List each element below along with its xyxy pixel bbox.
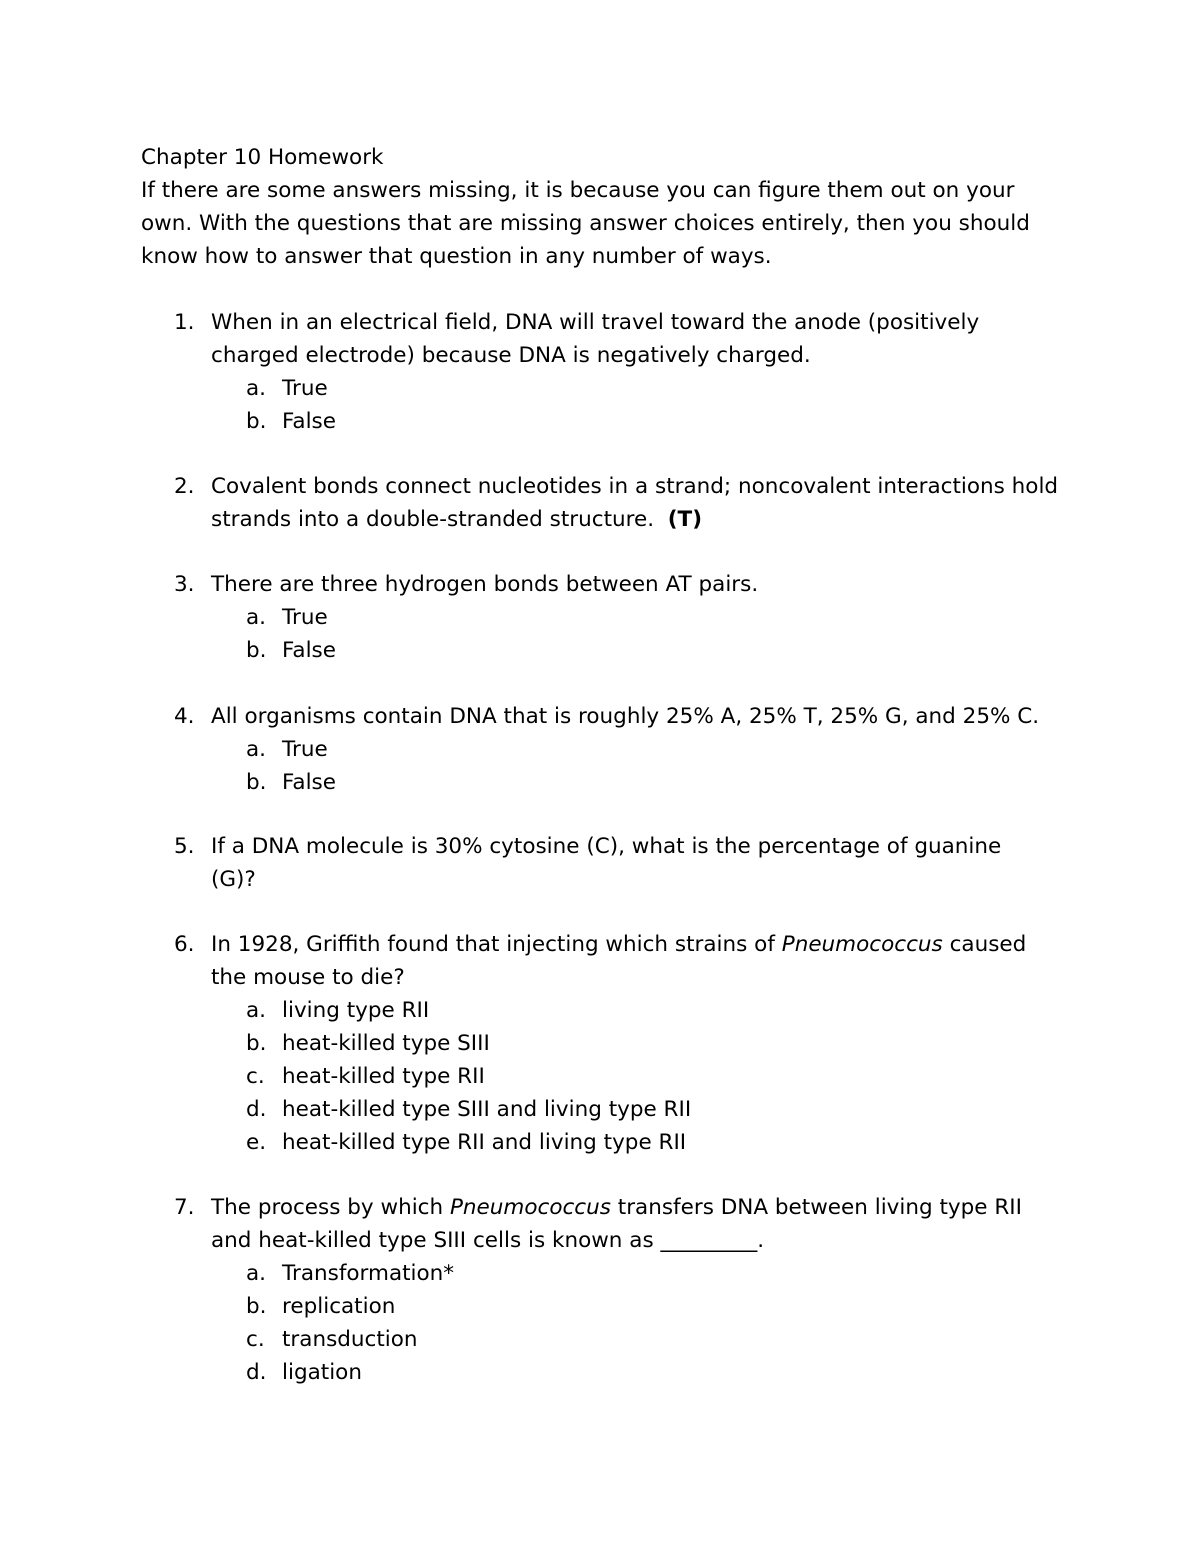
option-text: heat-killed type RII and living type RII xyxy=(282,1130,687,1155)
option-text: False xyxy=(282,638,336,663)
question-line-text: The process by which xyxy=(211,1195,450,1220)
option-letter: e. xyxy=(246,1130,267,1155)
option-letter: a. xyxy=(246,376,267,401)
option-text: transduction xyxy=(282,1327,418,1352)
option-text: True xyxy=(282,376,328,401)
option-letter: b. xyxy=(246,409,267,434)
intro-line: If there are some answers missing, it is because you can figure them out on your xyxy=(141,178,1015,203)
option-letter: a. xyxy=(246,605,267,630)
question-line-text: strands into a double-stranded structure. xyxy=(211,507,655,532)
question-line: and heat-killed type SIII cells is known as _________. xyxy=(211,1228,765,1253)
option-text: heat-killed type SIII xyxy=(282,1031,490,1056)
question-line-text: caused xyxy=(942,932,1027,957)
question-number: 4. xyxy=(174,704,195,729)
question-line xyxy=(211,1191,1022,1224)
option-text: heat-killed type RII xyxy=(282,1064,485,1089)
species-name: Pneumococcus xyxy=(781,932,943,957)
option-letter: b. xyxy=(246,1294,267,1319)
option-text: replication xyxy=(282,1294,396,1319)
question-text xyxy=(211,830,1001,896)
question-line xyxy=(211,928,1026,961)
option-text: Transformation* xyxy=(282,1261,455,1286)
question-text xyxy=(211,306,979,372)
question-line: If a DNA molecule is 30% cytosine (C), what is the percentage of guanine xyxy=(211,834,1002,859)
species-name: Pneumococcus xyxy=(449,1195,611,1220)
option-text: True xyxy=(282,605,328,630)
page-title: Chapter 10 Homework xyxy=(141,145,384,170)
option-text: True xyxy=(282,737,328,762)
question-line-text: In 1928, Griffith found that injecting which strains of xyxy=(211,932,782,957)
question-line: There are three hydrogen bonds between AT pairs. xyxy=(211,572,759,597)
question-line: When in an electrical field, DNA will travel toward the anode (positively xyxy=(211,310,980,335)
option-letter: a. xyxy=(246,998,267,1023)
option-letter: b. xyxy=(246,1031,267,1056)
option-text: living type RII xyxy=(282,998,430,1023)
question-number: 7. xyxy=(174,1195,195,1220)
option-text: False xyxy=(282,770,336,795)
question-number: 5. xyxy=(174,834,195,859)
option-letter: b. xyxy=(246,638,267,663)
question-number: 6. xyxy=(174,932,195,957)
option-letter: a. xyxy=(246,737,267,762)
intro-line: own. With the questions that are missing answer choices entirely, then you should xyxy=(141,211,1030,236)
question-number: 3. xyxy=(174,572,195,597)
option-text: False xyxy=(282,409,336,434)
option-letter: d. xyxy=(246,1360,267,1385)
option-letter: b. xyxy=(246,770,267,795)
question-line: (G)? xyxy=(211,867,256,892)
question-line: the mouse to die? xyxy=(211,965,405,990)
option-letter: c. xyxy=(246,1064,265,1089)
question-line: All organisms contain DNA that is roughly 25% A, 25% T, 25% G, and 25% C. xyxy=(211,704,1040,729)
option-letter: d. xyxy=(246,1097,267,1122)
question-text xyxy=(211,928,1026,994)
option-letter: c. xyxy=(246,1327,265,1352)
answer-marker: (T) xyxy=(667,507,703,532)
question-text xyxy=(211,568,758,601)
question-line: Covalent bonds connect nucleotides in a strand; noncovalent interactions hold xyxy=(211,474,1059,499)
question-text xyxy=(211,700,1039,733)
question-line xyxy=(211,503,1058,536)
question-number: 1. xyxy=(174,310,195,335)
question-line: charged electrode) because DNA is negatively charged. xyxy=(211,343,811,368)
option-letter: a. xyxy=(246,1261,267,1286)
question-line-text: transfers DNA between living type RII xyxy=(610,1195,1022,1220)
intro-paragraph xyxy=(141,174,1030,273)
question-number: 2. xyxy=(174,474,195,499)
intro-line: know how to answer that question in any number of ways. xyxy=(141,244,772,269)
option-text: ligation xyxy=(282,1360,362,1385)
question-text xyxy=(211,1191,1022,1257)
question-text xyxy=(211,470,1058,536)
option-text: heat-killed type SIII and living type RII xyxy=(282,1097,692,1122)
